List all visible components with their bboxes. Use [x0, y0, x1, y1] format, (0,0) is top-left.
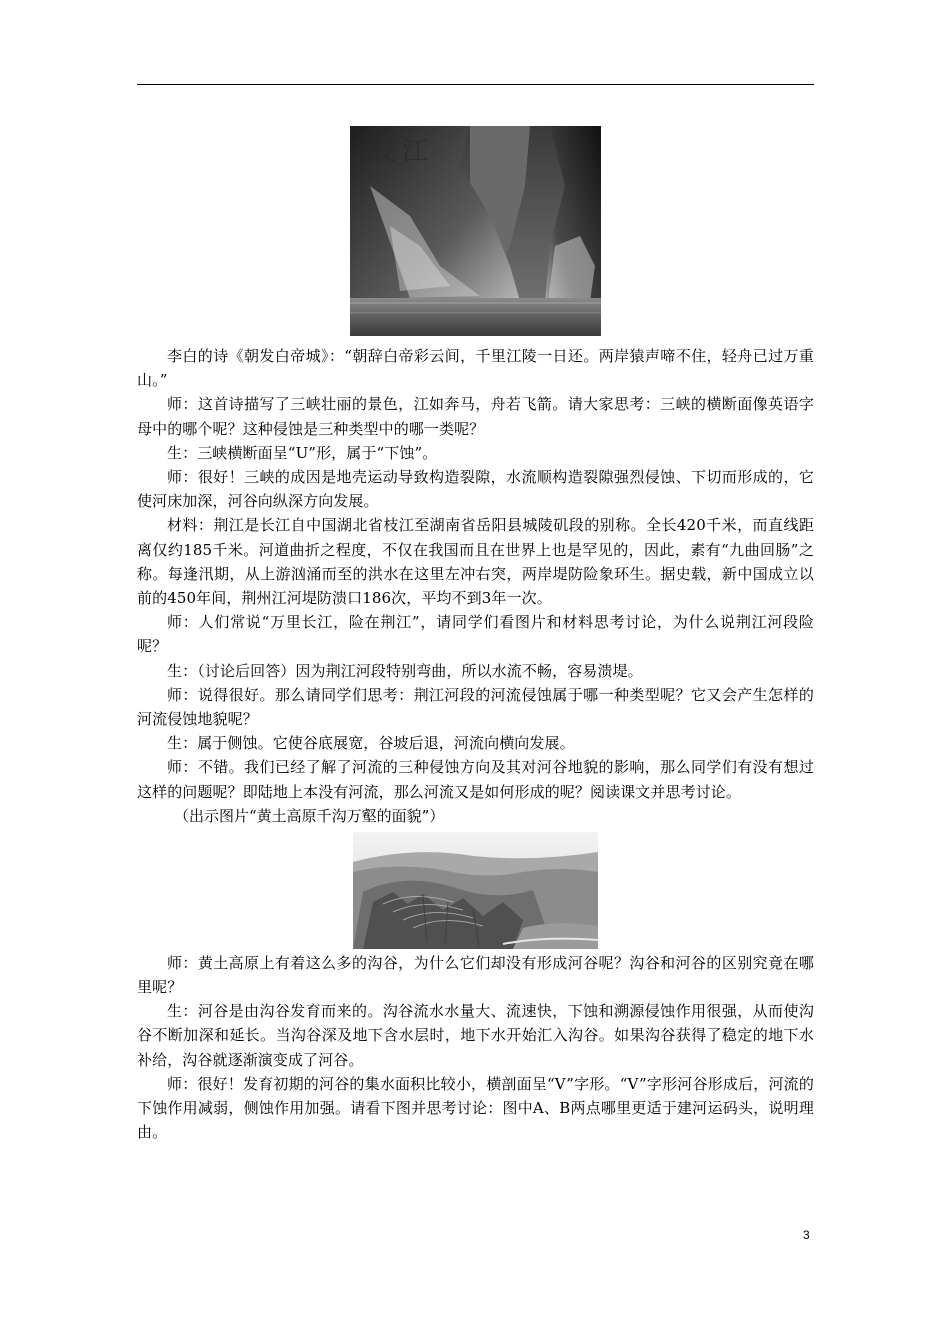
paragraph-13: 师：很好！发育初期的河谷的集水面积比较小，横剖面呈“V”字形。“V”字形河谷形成后，河流的下蚀作用减弱，侧蚀作用加强。请看下图并思考讨论：图中A、B两点哪里更适于建河运码头，说明理由。 — [137, 1074, 814, 1142]
loess-plateau-photo-svg — [353, 832, 598, 949]
paragraph-7: 生：（讨论后回答）因为荆江河段特别弯曲，所以水流不畅，容易溃堤。 — [167, 661, 643, 680]
yangtze-gorge-photo — [350, 126, 601, 336]
paragraph-11: 师：黄土高原上有着这么多的沟谷，为什么它们却没有形成河谷呢？沟谷和河谷的区别究竟在哪里呢？ — [137, 953, 814, 997]
loess-plateau-photo — [353, 832, 598, 949]
paragraph-9: 生：属于侧蚀。它使谷底展宽，谷坡后退，河流向横向发展。 — [167, 734, 575, 753]
paragraph-4: 师：很好！三峡的成因是地壳运动导致构造裂隙，水流顺构造裂隙强烈侵蚀、下切而形成的，它使河床加深，河谷向纵深方向发展。 — [137, 468, 814, 511]
paragraph-1: 李白的诗《朝发白帝城》：“朝辞白帝彩云间，千里江陵一日还。两岸猿声啼不住，轻舟已过万重山。” — [137, 347, 814, 390]
paragraph-12: 生：河谷是由沟谷发育而来的。沟谷流水水量大、流速快，下蚀和溯源侵蚀作用很强，从而使沟谷不断加深和延长。当沟谷深及地下含水层时，地下水开始汇入沟谷。如果沟谷获得了稳定的地下水补给，沟谷就逐渐演变成了河谷。 — [137, 1002, 814, 1069]
header-rule — [137, 84, 814, 85]
paragraph-10: 师：不错。我们已经了解了河流的三种侵蚀方向及其对河谷地貌的影响，那么同学们有没有想过这样的问题呢？即陆地上本没有河流，那么河流又是如何形成的呢？阅读课文并思考讨论。 — [137, 758, 814, 801]
page-content — [137, 126, 814, 1144]
paragraph-6: 师：人们常说“万里长江，险在荆江”，请同学们看图片和材料思考讨论，为什么说荆江河段险呢？ — [137, 613, 814, 656]
paragraph-2: 师：这首诗描写了三峡壮丽的景色，江如奔马，舟若飞箭。请大家思考：三峡的横断面像英语字母中的哪个呢？这种侵蚀是三种类型中的哪一类呢？ — [137, 395, 814, 438]
figure-caption: （出示图片“黄土高原千沟万壑的面貌”） — [174, 806, 445, 825]
overlay-text: 長江 — [370, 137, 435, 167]
page-number: 3 — [803, 1228, 810, 1242]
paragraph-8: 师：说得很好。那么请同学们思考：荆江河段的河流侵蚀属于哪一种类型呢？它又会产生怎样的河流侵蚀地貌呢？ — [137, 685, 814, 729]
yangtze-gorge-photo-svg — [350, 126, 601, 336]
paragraph-5: 材料：荆江是长江自中国湖北省枝江至湖南省岳阳县城陵矶段的别称。全长420千米，而直线距离仅约185千米。河道曲折之程度，不仅在我国而且在世界上也是罕见的，因此，素有“九曲回肠”之称。每逢汛期，从上游汹涌而至的洪水在这里左冲右突，两岸堤防险象环生。据史载，新中国成立以前的450年间，荆州江河堤防溃口186次，平均不到3年一次。 — [137, 516, 814, 608]
paragraph-3: 生：三峡横断面呈“U”形，属于“下蚀”。 — [167, 443, 438, 462]
